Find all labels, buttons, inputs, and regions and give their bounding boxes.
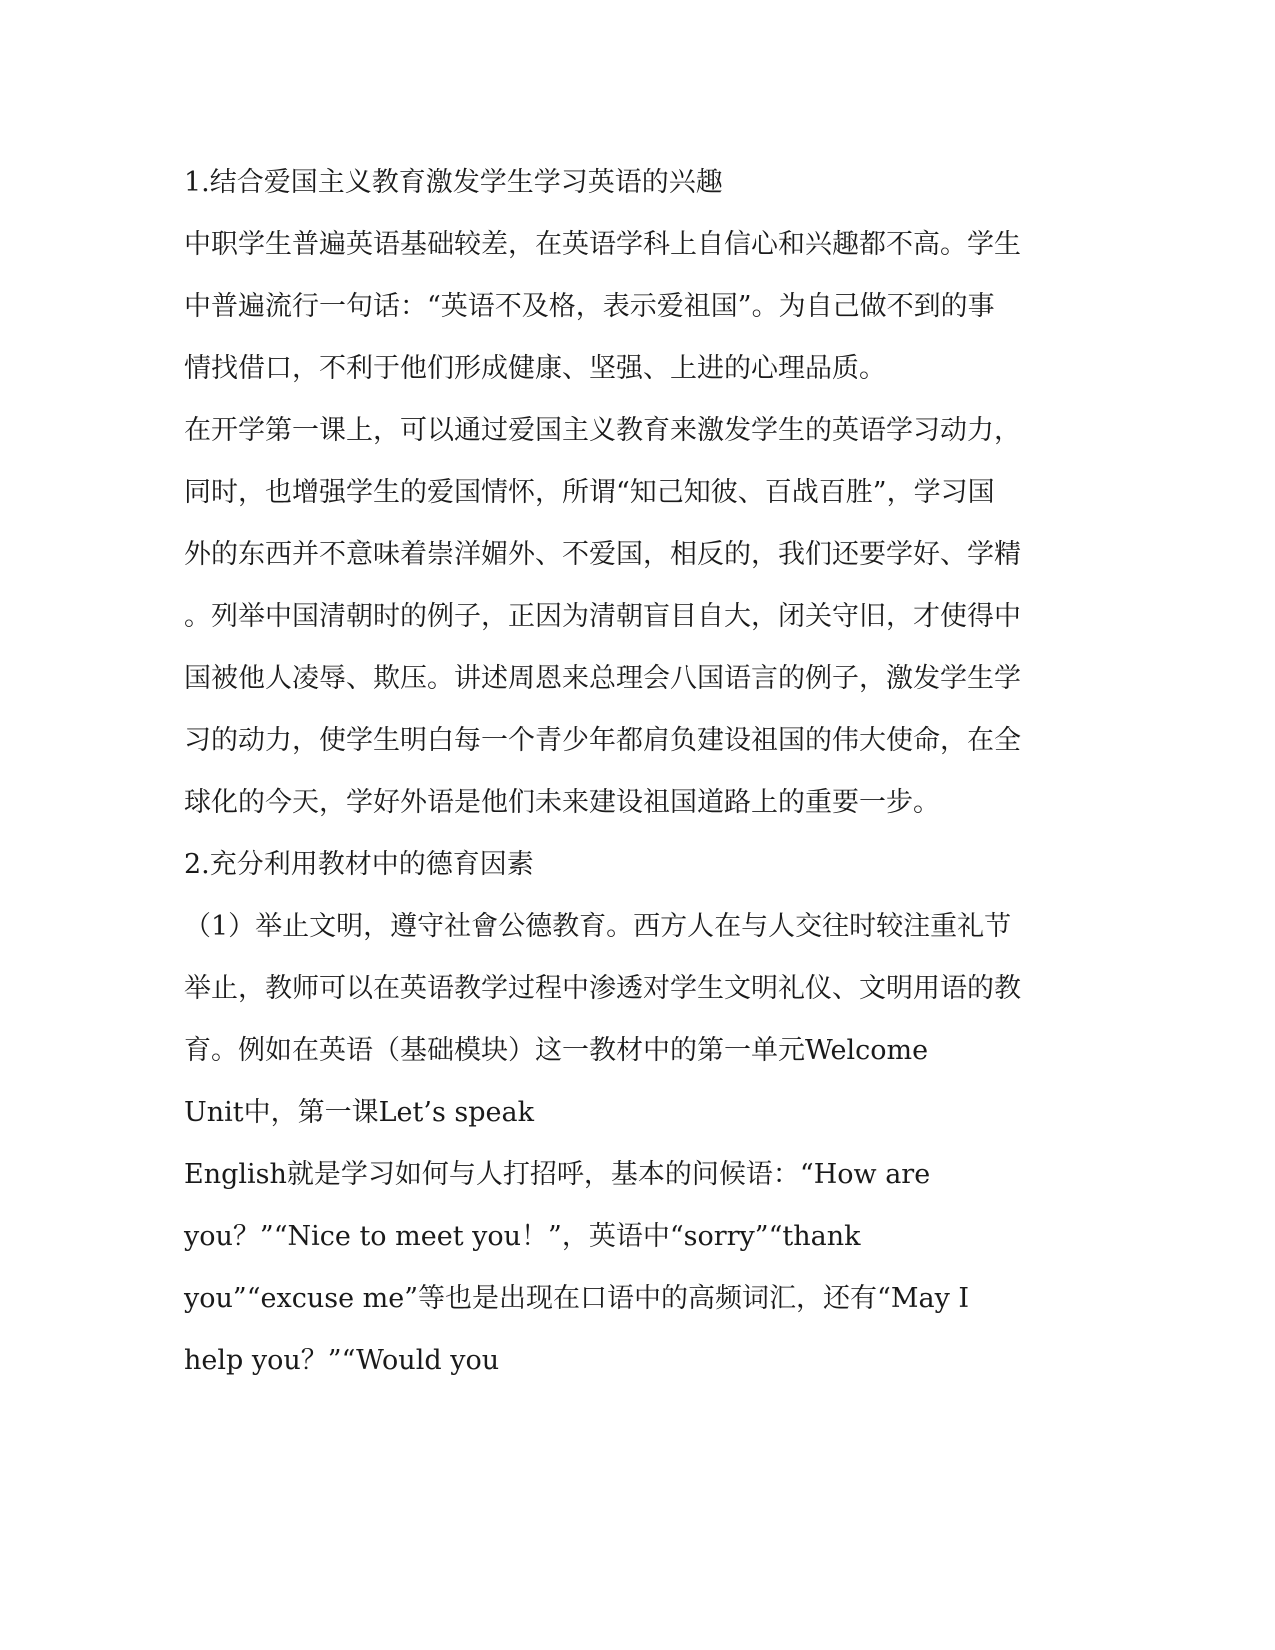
paragraph-line: （1）举止文明，遵守社會公德教育。西方人在与人交往时较注重礼节 (184, 911, 1012, 942)
paragraph-line: 情找借口，不利于他们形成健康、坚强、上进的心理品质。 (184, 353, 886, 384)
paragraph-line: 育。例如在英语（基础模块）这一教材中的第一单元Welcome (184, 1035, 929, 1066)
paragraph-line: 习的动力，使学生明白每一个青少年都肩负建设祖国的伟大使命，在全 (184, 725, 1021, 756)
paragraph-line: 中职学生普遍英语基础较差，在英语学科上自信心和兴趣都不高。学生 (184, 229, 1021, 260)
paragraph-line: English就是学习如何与人打招呼，基本的问候语：“How are (184, 1159, 931, 1190)
paragraph-line: you？”“Nice to meet you！”，英语中“sorry”“thank (184, 1221, 861, 1252)
paragraph-line: 举止，教师可以在英语教学过程中渗透对学生文明礼仪、文明用语的教 (184, 973, 1021, 1004)
paragraph-line: 外的东西并不意味着崇洋媚外、不爱国，相反的，我们还要学好、学精 (184, 539, 1021, 570)
paragraph-line: 。列举中国清朝时的例子，正因为清朝盲目自大，闭关守旧，才使得中 (184, 601, 1021, 632)
heading-1: 1.结合爱国主义教育激发学生学习英语的兴趣 (184, 167, 723, 198)
paragraph-line: help you？”“Would you (184, 1345, 500, 1376)
heading-2: 2.充分利用教材中的德育因素 (184, 849, 534, 880)
paragraph-line: 在开学第一课上，可以通过爱国主义教育来激发学生的英语学习动力， (184, 415, 1021, 446)
paragraph-line: 中普遍流行一句话：“英语不及格，表示爱祖国”。为自己做不到的事 (184, 291, 995, 322)
paragraph-line: 球化的今天，学好外语是他们未来建设祖国道路上的重要一步。 (184, 787, 940, 818)
paragraph-line: you”“excuse me”等也是出现在口语中的高频词汇，还有“May I (184, 1283, 970, 1314)
paragraph-line: Unit中，第一课Let’s speak (184, 1097, 534, 1128)
paragraph-line: 国被他人凌辱、欺压。讲述周恩来总理会八国语言的例子，激发学生学 (184, 663, 1021, 694)
paragraph-line: 同时，也增强学生的爱国情怀，所谓“知己知彼、百战百胜”，学习国 (184, 477, 995, 508)
